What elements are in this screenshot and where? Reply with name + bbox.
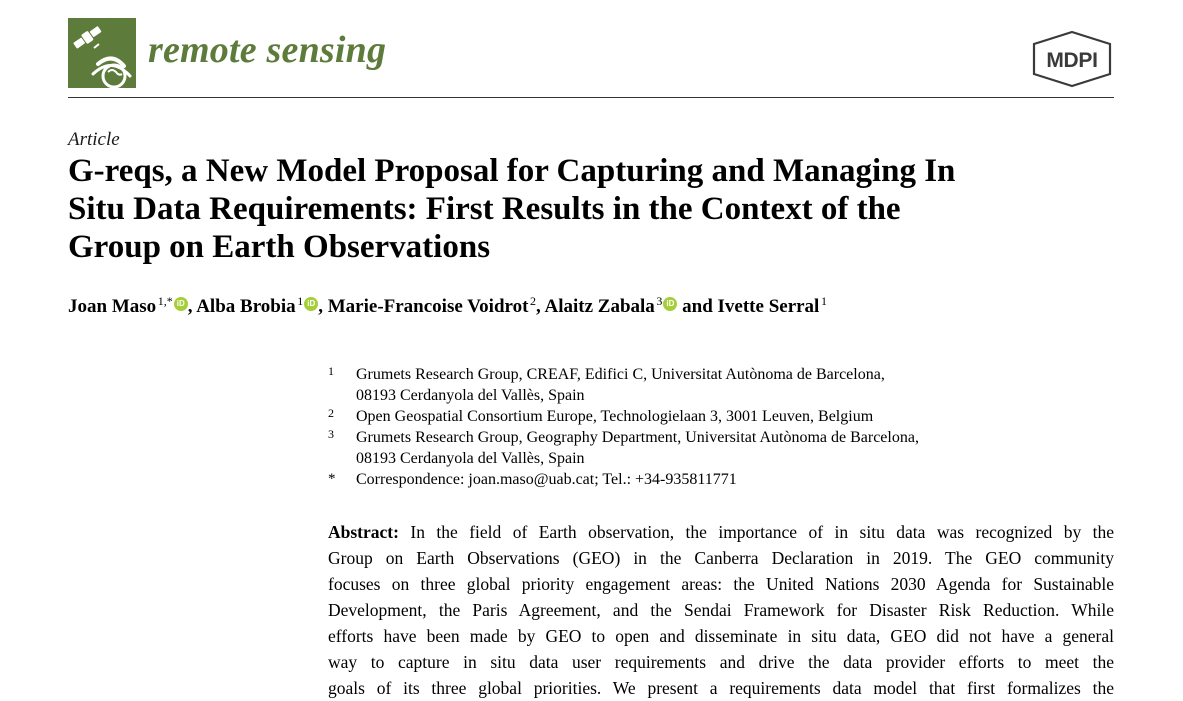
author-separator: , — [187, 296, 197, 317]
affiliation-item — [328, 364, 1114, 406]
article-title — [68, 152, 1128, 266]
abstract-line: way to capture in situ data user requirements and drive the data provider efforts to meet the — [328, 652, 1114, 672]
author-affiliation-mark: 2 — [530, 294, 537, 308]
affiliation-item — [328, 427, 1114, 469]
journal-name: remote sensing — [148, 29, 387, 71]
correspondence-item — [328, 469, 1114, 490]
author-name: Joan Maso — [68, 296, 157, 317]
journal-header — [68, 18, 1114, 98]
author-name: Marie-Francoise Voidrot — [327, 296, 529, 317]
orcid-icon[interactable]: iD — [304, 297, 318, 311]
author-separator: , — [536, 296, 545, 317]
author-name: Alba Brobia — [196, 296, 296, 317]
journal-logo[interactable] — [68, 18, 136, 88]
author-separator: , — [318, 296, 328, 317]
abstract-line: efforts have been made by GEO to open and disseminate in situ data, GEO did not have a general — [328, 626, 1114, 646]
abstract-line — [328, 519, 1114, 545]
author-list — [68, 294, 827, 318]
author-name: Ivette Serral — [717, 296, 820, 317]
publisher-name: MDPI — [1046, 49, 1098, 72]
affiliation-line: Grumets Research Group, CREAF, Edifici C, Universitat Autònoma de Barcelona, — [356, 366, 885, 383]
author-affiliation-mark: 1,* — [157, 294, 173, 308]
abstract-line: focuses on three global priority engagement areas: the United Nations 2030 Agenda for Sustainable — [328, 574, 1114, 594]
affiliation-number: 3 — [328, 427, 334, 441]
abstract-line: Development, the Paris Agreement, and the Sendai Framework for Disaster Risk Reduction. While — [328, 600, 1114, 620]
correspondence-mark: * — [328, 471, 336, 487]
title-line: Situ Data Requirements: First Results in the Context of the — [68, 191, 901, 227]
author-separator: and — [677, 296, 718, 317]
affiliation-line: 08193 Cerdanyola del Vallès, Spain — [356, 450, 585, 467]
affiliation-number: 2 — [328, 406, 334, 420]
affiliation-number: 1 — [328, 364, 334, 378]
orcid-icon[interactable]: iD — [174, 297, 188, 311]
affiliation-line: Open Geospatial Consortium Europe, Technologielaan 3, 3001 Leuven, Belgium — [356, 408, 874, 425]
satellite-icon — [68, 18, 136, 88]
orcid-icon[interactable]: iD — [663, 297, 677, 311]
article-type: Article — [68, 129, 120, 150]
affiliation-line: Grumets Research Group, Geography Department, Universitat Autònoma de Barcelona, — [356, 429, 919, 446]
affiliation-list — [328, 364, 1114, 490]
abstract — [328, 519, 1114, 701]
publisher-logo[interactable] — [1030, 30, 1114, 88]
title-line: G-reqs, a New Model Proposal for Capturing and Managing In — [68, 153, 956, 189]
title-line: Group on Earth Observations — [68, 229, 491, 265]
author-affiliation-mark: 1 — [297, 294, 304, 308]
abstract-line: goals of its three global priorities. We present a requirements data model that first formalizes the — [328, 678, 1114, 698]
affiliation-line: 08193 Cerdanyola del Vallès, Spain — [356, 387, 585, 404]
abstract-text: In the field of Earth observation, the importance of in situ data was recognized by the — [410, 522, 1114, 542]
abstract-line: Group on Earth Observations (GEO) in the Canberra Declaration in 2019. The GEO community — [328, 548, 1114, 568]
correspondence-line[interactable]: Correspondence: joan.maso@uab.cat; Tel.: +34-935811771 — [356, 471, 737, 488]
author-name: Alaitz Zabala — [544, 296, 655, 317]
author-affiliation-mark: 1 — [820, 294, 827, 308]
header-divider — [68, 97, 1114, 98]
abstract-label: Abstract: — [328, 522, 399, 542]
affiliation-item — [328, 406, 1114, 427]
author-affiliation-mark: 3 — [656, 294, 663, 308]
